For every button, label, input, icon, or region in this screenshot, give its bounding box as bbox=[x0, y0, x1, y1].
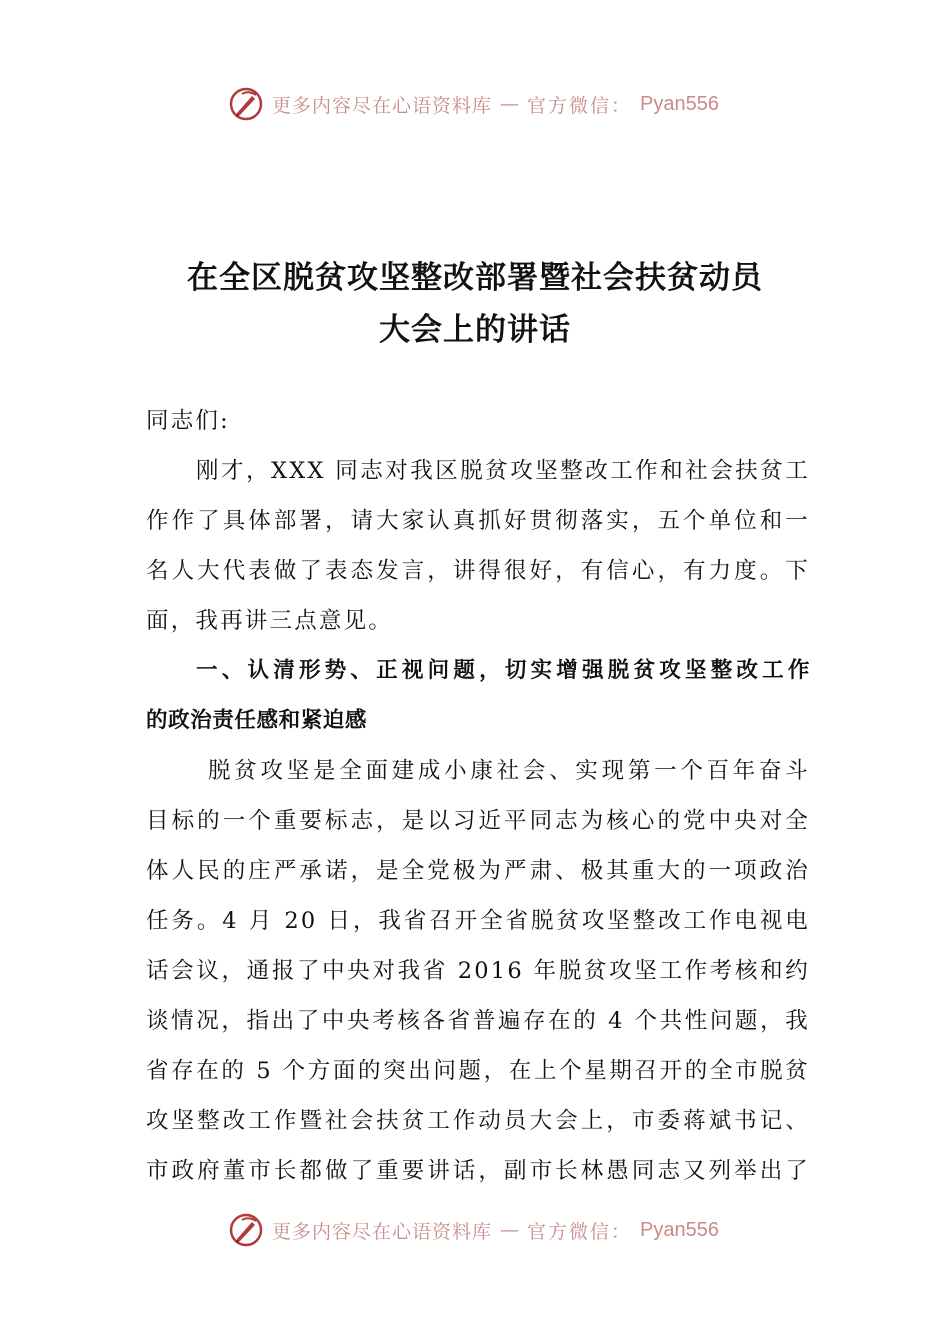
paragraph-1-line: 名人大代表做了表态发言，讲得很好，有信心，有力度。下 bbox=[146, 558, 810, 584]
watermark-brand: 更多内容尽在心语资料库 bbox=[272, 94, 493, 117]
paragraph-2-line: 攻坚整改工作暨社会扶贫工作动员大会上，市委蒋斌书记、 bbox=[146, 1108, 810, 1134]
paragraph-2-line: 目标的一个重要标志，是以习近平同志为核心的党中央对全 bbox=[146, 808, 810, 834]
paragraph-1-line: 刚才，XXX 同志对我区脱贫攻坚整改工作和社会扶贫工 bbox=[196, 458, 810, 484]
section-heading-1-line: 一、认清形势、正视问题，切实增强脱贫攻坚整改工作 bbox=[196, 658, 810, 683]
watermark-brand: 更多内容尽在心语资料库 bbox=[272, 1220, 493, 1243]
watermark-banner-top bbox=[228, 84, 719, 124]
paragraph-2-line: 市政府董市长都做了重要讲话，副市长林愚同志又列举出了 bbox=[146, 1158, 810, 1184]
paragraph-2-line: 话会议，通报了中央对我省 2016 年脱贫攻坚工作考核和约 bbox=[146, 958, 810, 984]
document-title-line-1: 在全区脱贫攻坚整改部署暨社会扶贫动员 bbox=[187, 260, 763, 296]
section-heading-1-line: 的政治责任感和紧迫感 bbox=[146, 708, 368, 733]
watermark-wechat-id: Pyan556 bbox=[640, 1218, 719, 1241]
paragraph-2-line: 任务。4 月 20 日，我省召开全省脱贫攻坚整改工作电视电 bbox=[146, 908, 810, 934]
watermark-separator: — bbox=[500, 93, 520, 115]
pen-in-circle-logo-icon bbox=[228, 1212, 264, 1248]
paragraph-2-line: 谈情况，指出了中央考核各省普遍存在的 4 个共性问题，我 bbox=[146, 1008, 810, 1034]
watermark-wechat-id: Pyan556 bbox=[640, 92, 719, 115]
paragraph-2-line: 脱贫攻坚是全面建成小康社会、实现第一个百年奋斗 bbox=[208, 758, 810, 784]
watermark-wechat-label: 官方微信： bbox=[527, 94, 633, 117]
paragraph-2-line: 省存在的 5 个方面的突出问题，在上个星期召开的全市脱贫 bbox=[146, 1058, 810, 1084]
watermark-banner-bottom bbox=[228, 1210, 719, 1250]
salutation: 同志们: bbox=[146, 408, 230, 434]
watermark-separator: — bbox=[500, 1219, 520, 1241]
paragraph-1-line: 面，我再讲三点意见。 bbox=[146, 608, 394, 634]
paragraph-1-line: 作作了具体部署，请大家认真抓好贯彻落实，五个单位和一 bbox=[146, 508, 810, 534]
document-title-line-2: 大会上的讲话 bbox=[379, 312, 571, 348]
paragraph-2-line: 体人民的庄严承诺，是全党极为严肃、极其重大的一项政治 bbox=[146, 858, 810, 884]
pen-in-circle-logo-icon bbox=[228, 86, 264, 122]
watermark-wechat-label: 官方微信： bbox=[527, 1220, 633, 1243]
